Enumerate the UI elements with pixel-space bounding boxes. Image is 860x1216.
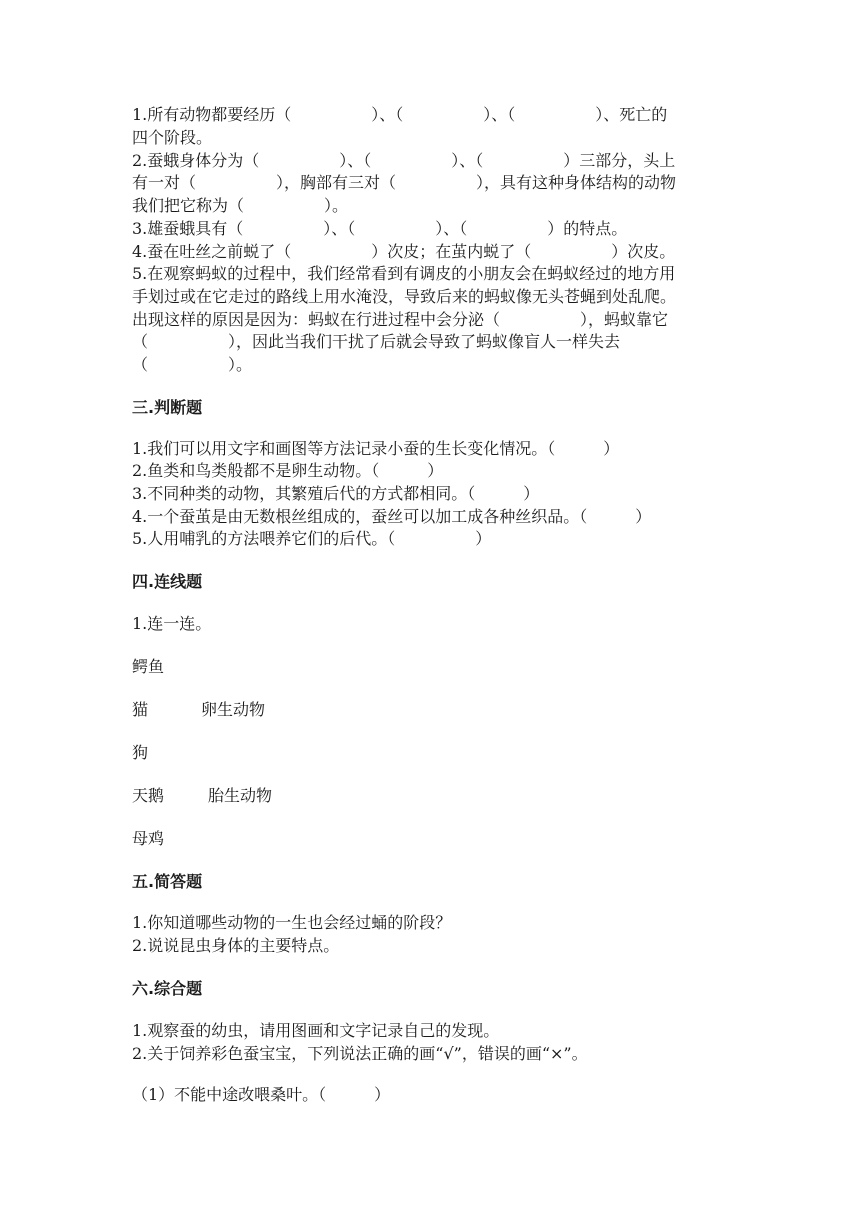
fill-blank-q5-line5: （ ）。: [132, 355, 253, 374]
match-left-item: 狗: [132, 743, 149, 762]
section-heading-judge: 三.判断题: [132, 398, 203, 417]
fill-blank-q1-line2: 四个阶段。: [132, 128, 213, 147]
short-answer-q2: 2.说说昆虫身体的主要特点。: [132, 936, 340, 955]
short-answer-q1: 1.你知道哪些动物的一生也会经过蛹的阶段？: [132, 913, 452, 932]
fill-blank-q1-line1: 1.所有动物都要经历（ ）、（ ）、（ ）、死亡的: [132, 105, 668, 124]
section-heading-short-answer: 五.简答题: [132, 872, 203, 891]
comprehensive-sub-item: （1）不能中途改喂桑叶。（ ）: [132, 1085, 391, 1104]
judge-q2: 2.鱼类和鸟类般都不是卵生动物。（ ）: [132, 461, 444, 480]
match-left-item: 猫: [132, 700, 149, 719]
match-left-item: 天鹅: [132, 786, 165, 805]
section-heading-comprehensive: 六.综合题: [132, 979, 203, 998]
match-left-item: 母鸡: [132, 829, 165, 848]
judge-q5: 5.人用哺乳的方法喂养它们的后代。（ ）: [132, 529, 492, 548]
fill-blank-q5-line3: 出现这样的原因是因为：蚂蚁在行进过程中会分泌（ ），蚂蚁靠它: [132, 310, 669, 329]
fill-blank-q2-line2: 有一对（ ），胸部有三对（ ），具有这种身体结构的动物: [132, 173, 677, 192]
match-left-item: 鳄鱼: [132, 657, 165, 676]
fill-blank-q5-line2: 手划过或在它走过的路线上用水淹没，导致后来的蚂蚁像无头苍蝇到处乱爬。: [132, 287, 677, 306]
fill-blank-q5-line1: 5.在观察蚂蚁的过程中，我们经常看到有调皮的小朋友会在蚂蚁经过的地方用: [132, 264, 676, 283]
match-right-item: 胎生动物: [208, 786, 273, 805]
comprehensive-q2: 2.关于饲养彩色蚕宝宝，下列说法正确的画“√”，错误的画“×”。: [132, 1044, 588, 1063]
judge-q3: 3.不同种类的动物，其繁殖后代的方式都相同。（ ）: [132, 484, 540, 503]
fill-blank-q4: 4.蚕在吐丝之前蜕了（ ）次皮；在茧内蜕了（ ）次皮。: [132, 242, 676, 261]
fill-blank-q3: 3.雄蚕蛾具有（ ）、（ ）、（ ）的特点。: [132, 219, 628, 238]
comprehensive-q1: 1.观察蚕的幼虫，请用图画和文字记录自己的发现。: [132, 1021, 500, 1040]
fill-blank-q2-line1: 2.蚕蛾身体分为（ ）、（ ）、（ ）三部分，头上: [132, 151, 676, 170]
judge-q1: 1.我们可以用文字和画图等方法记录小蚕的生长变化情况。（ ）: [132, 439, 620, 458]
fill-blank-q5-line4: （ ），因此当我们干扰了后就会导致了蚂蚁像盲人一样失去: [132, 332, 621, 351]
match-prompt: 1.连一连。: [132, 614, 212, 633]
section-heading-match: 四.连线题: [132, 572, 203, 591]
fill-blank-q2-line3: 我们把它称为（ ）。: [132, 196, 349, 215]
judge-q4: 4.一个蚕茧是由无数根丝组成的，蚕丝可以加工成各种丝织品。（ ）: [132, 507, 652, 526]
match-right-item: 卵生动物: [201, 700, 266, 719]
